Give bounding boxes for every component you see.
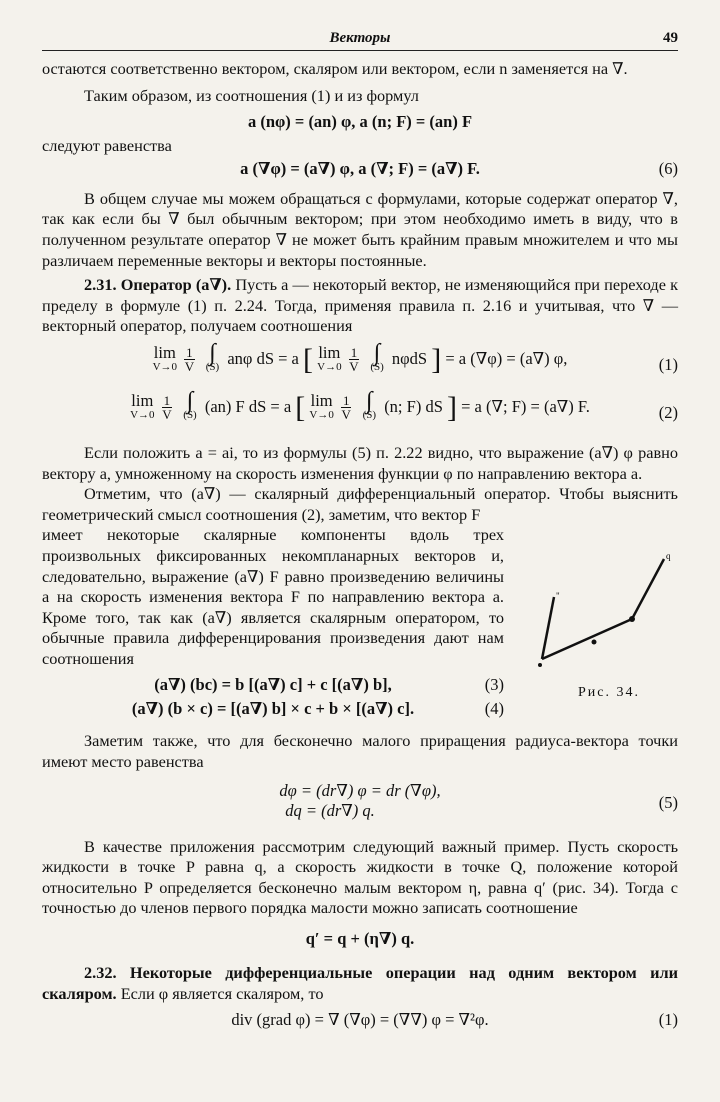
section-2-31	[42, 275, 678, 337]
formula-6	[42, 159, 678, 179]
paragraph-2: Таким образом, из соотношения (1) и из формул	[84, 85, 419, 105]
eta-mark	[592, 640, 597, 645]
formula-5b: dq = (dr∇) q.	[285, 800, 375, 820]
point-q	[629, 616, 635, 622]
header-title: Векторы	[329, 30, 391, 46]
formula-3-text: (a∇) (bc) = b [(a∇) c] + c [(a∇) b],	[154, 675, 392, 695]
paragraph-8: В качестве приложения рассмотрим следующий важный пример. Пусть скорость жидкости в точке P равна q, а скорость жидкости в точке Q, положение которой относительно P определяется бесконечно малым вектором η, равна q′ (рис. 34). Тогда с точностью до членов первого порядка малости можно записать соотношение	[42, 836, 678, 918]
section-2-32-heading: 2.32. Некоторые дифференциальные операции над одним вектором или скаляром.	[42, 963, 678, 1003]
formula-6-number: (6)	[658, 158, 678, 178]
formula-q-prime	[42, 929, 678, 949]
section-2-31-text: Пусть a — некоторый вектор, не изменяющийся при переходе к пределу в формуле (1) п. 2.24. Тогда, применяя правила п. 2.16 и учитывая, что ∇ — векторный оператор, получаем соотношения	[42, 275, 678, 336]
formula-1-inner: nφdS	[391, 348, 428, 368]
formula-q-prime-text: q′ = q + (η∇) q.	[305, 929, 415, 949]
paragraph-6b: имеет некоторые скалярные компоненты вдоль трех произвольных фиксированных некомпланарных векторов и, следовательно, выражение (a∇) F равно произведению величины a на скорость изменения вектора F по направлению вектора a. Кроме того, так как (a∇) является скалярным оператором, то обычные правила дифференцирования произведения дают нам соотношения	[42, 525, 504, 668]
section-2-32	[42, 963, 678, 1004]
point-p	[538, 663, 542, 667]
formula-2-term: (an) F dS = a	[204, 396, 292, 416]
formula-4-text: (a∇) (b × c) = [(a∇) b] × c + b × [(a∇) c].	[131, 699, 415, 719]
formula-4	[42, 699, 504, 719]
formula-2-rhs: = a (∇; F) = (a∇) F.	[461, 396, 590, 416]
vector-q-prime-line	[632, 559, 664, 619]
fraction-1-over-v: $\frac{1}{V}$	[184, 345, 195, 375]
paragraph-5: Если положить a = ai, то из формулы (5) п. 2.22 видно, что выражение (a∇) φ равно вектору a, умноженному на скорость изменения функции φ по направлению вектора a.	[42, 442, 678, 483]
figure-block	[42, 525, 678, 719]
formula-2: lim V→0 $\frac{1}{V}$ ∫ (S) (an) F dS = a [ lim V→0 $\frac{1}{V}$ ∫ (S) (n; F) dS ] = a (∇; F) = (a∇) F. (2)	[130, 387, 678, 424]
formula-3-number: (3)	[484, 675, 504, 695]
formula-1-rhs: = a (∇φ) = (a∇) φ,	[445, 348, 568, 368]
paragraph-1: остаются соответственно вектором, скаляром или вектором, если n заменяется на ∇.	[42, 59, 628, 78]
formula-5-number: (5)	[658, 792, 678, 812]
surface-integral: ∫ (S)	[205, 339, 220, 373]
figure-caption: Рис. 34.	[578, 685, 640, 701]
paragraph-7: Заметим также, что для бесконечно малого приращения радиуса-вектора точки имеют место равенства	[42, 731, 678, 772]
paragraph-4: В общем случае мы можем обращаться с формулами, которые содержат оператор ∇, так как если бы ∇ был обычным вектором; при этом необходимо иметь в виду, что в полученном результате оператор ∇ не может быть крайним правым множителем и что мы различаем переменные векторы и векторы постоянные.	[42, 188, 678, 270]
section-2-32-text: Если φ является скаляром, то	[116, 983, 324, 1003]
formula-3	[42, 675, 504, 695]
formula-1: lim V→0 $\frac{1}{V}$ ∫ (S) anφ dS = a [ lim V→0 $\frac{1}{V}$ ∫ (S) nφdS ] = a (∇φ) = (a∇) φ, (1)	[152, 339, 678, 376]
running-header	[42, 28, 678, 51]
limit-operator: lim V→0	[152, 342, 178, 373]
page-number: 49	[663, 30, 678, 46]
formula-div-grad	[42, 1010, 678, 1030]
formula-1-term: anφ dS = a	[227, 348, 299, 368]
figure-34-diagram	[532, 531, 678, 711]
paragraph-3: следуют равенства	[42, 136, 172, 156]
vector-q-line	[542, 597, 554, 659]
formula-1-number: (1)	[658, 354, 678, 374]
section-2-31-heading: 2.31. Оператор (a∇).	[84, 275, 232, 295]
formula-6-text: a (∇φ) = (a∇) φ, a (∇; F) = (a∇) F.	[240, 158, 480, 178]
svg-text:": "	[556, 591, 560, 602]
formula-a	[42, 112, 678, 132]
formula-4-number: (4)	[484, 699, 504, 719]
formula-div-grad-number: (1)	[658, 1010, 678, 1030]
book-page	[42, 28, 678, 1030]
svg-text:q: q	[666, 551, 671, 562]
paragraph-6a: Отметим, что (a∇) — скалярный дифференциальный оператор. Чтобы выяснить геометрический смысл соотношения (2), заметим, что вектор F	[42, 484, 678, 524]
formula-5a: dφ = (dr∇) φ = dr (∇φ),	[279, 780, 441, 800]
vector-eta-line	[542, 619, 632, 659]
formula-5	[42, 781, 678, 827]
formula-div-grad-text: div (grad φ) = ∇ (∇φ) = (∇∇) φ = ∇²φ.	[231, 1010, 489, 1030]
formula-a-text: a (nφ) = (an) φ, a (n; F) = (an) F	[247, 112, 473, 132]
formula-2-number: (2)	[658, 402, 678, 422]
formula-2-inner: (n; F) dS	[384, 396, 443, 416]
